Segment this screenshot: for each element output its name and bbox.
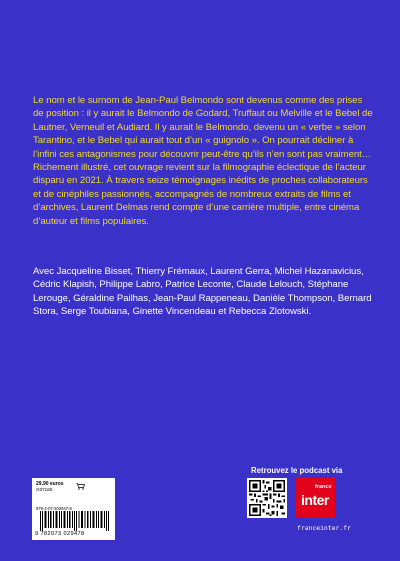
barcode-icon: [40, 511, 110, 531]
france-inter-logo: [295, 478, 335, 518]
qr-code[interactable]: [247, 478, 287, 518]
qr-code-icon: [249, 480, 285, 516]
blurb-text: Le nom et le surnom de Jean-Paul Belmondo sont devenus comme des prises de position : il y aurait le Belmondo de Godard, Truffaut ou Melville et le Bebel de Lautner, Verneuil et Audiard. Il y aurait le Belmondo, devenu un « verbe » selon Tarantino, et le Bebel qui aurait tout d’un « guignolo ». On pourrait décliner à l’infini ces antagonismes pour découvrir peut-être qu’ils n’en sont pas vraiment… Richement illustré, cet ouvrage revient sur la filmographie éclectique de l’acteur disparu en 2021. À travers seize témoignages inédits de proches collaborateurs et de cinéphiles passionnés, accompagnés de nombreux extraits de films et d’archives, Laurent Delmas rend compte d’une carrière multiple, entre cinéma d’auteur et films populaires.: [33, 95, 373, 227]
logo-inter-text: inter: [301, 492, 329, 508]
website-link[interactable]: franceinter.fr: [297, 524, 351, 532]
price-text: 29,90 euros: [36, 481, 64, 487]
shopping-cart-icon: [76, 483, 85, 490]
barcode-label: [32, 478, 115, 540]
price-block: [36, 482, 64, 493]
product-code: G07160: [36, 487, 53, 493]
barcode-number: 9 782073 029478: [35, 531, 85, 537]
isbn-text: 978-2-07-302947-8: [36, 506, 72, 511]
logo-france-text: france: [315, 484, 332, 490]
contributors-text: Avec Jacqueline Bisset, Thierry Frémaux, Laurent Gerra, Michel Hazanavicius, Cédric Klapish, Philippe Labro, Patrice Leconte, Claude Lelouch, Stéphane Lerouge, Géraldine Pailhas, Jean-Paul Rappeneau, Danièle Thompson, Bernard Stora, Serge Toubiana, Ginette Vincendeau et Rebecca Zlotowski.: [33, 266, 372, 318]
podcast-title: Retrouvez le podcast via: [251, 466, 343, 475]
